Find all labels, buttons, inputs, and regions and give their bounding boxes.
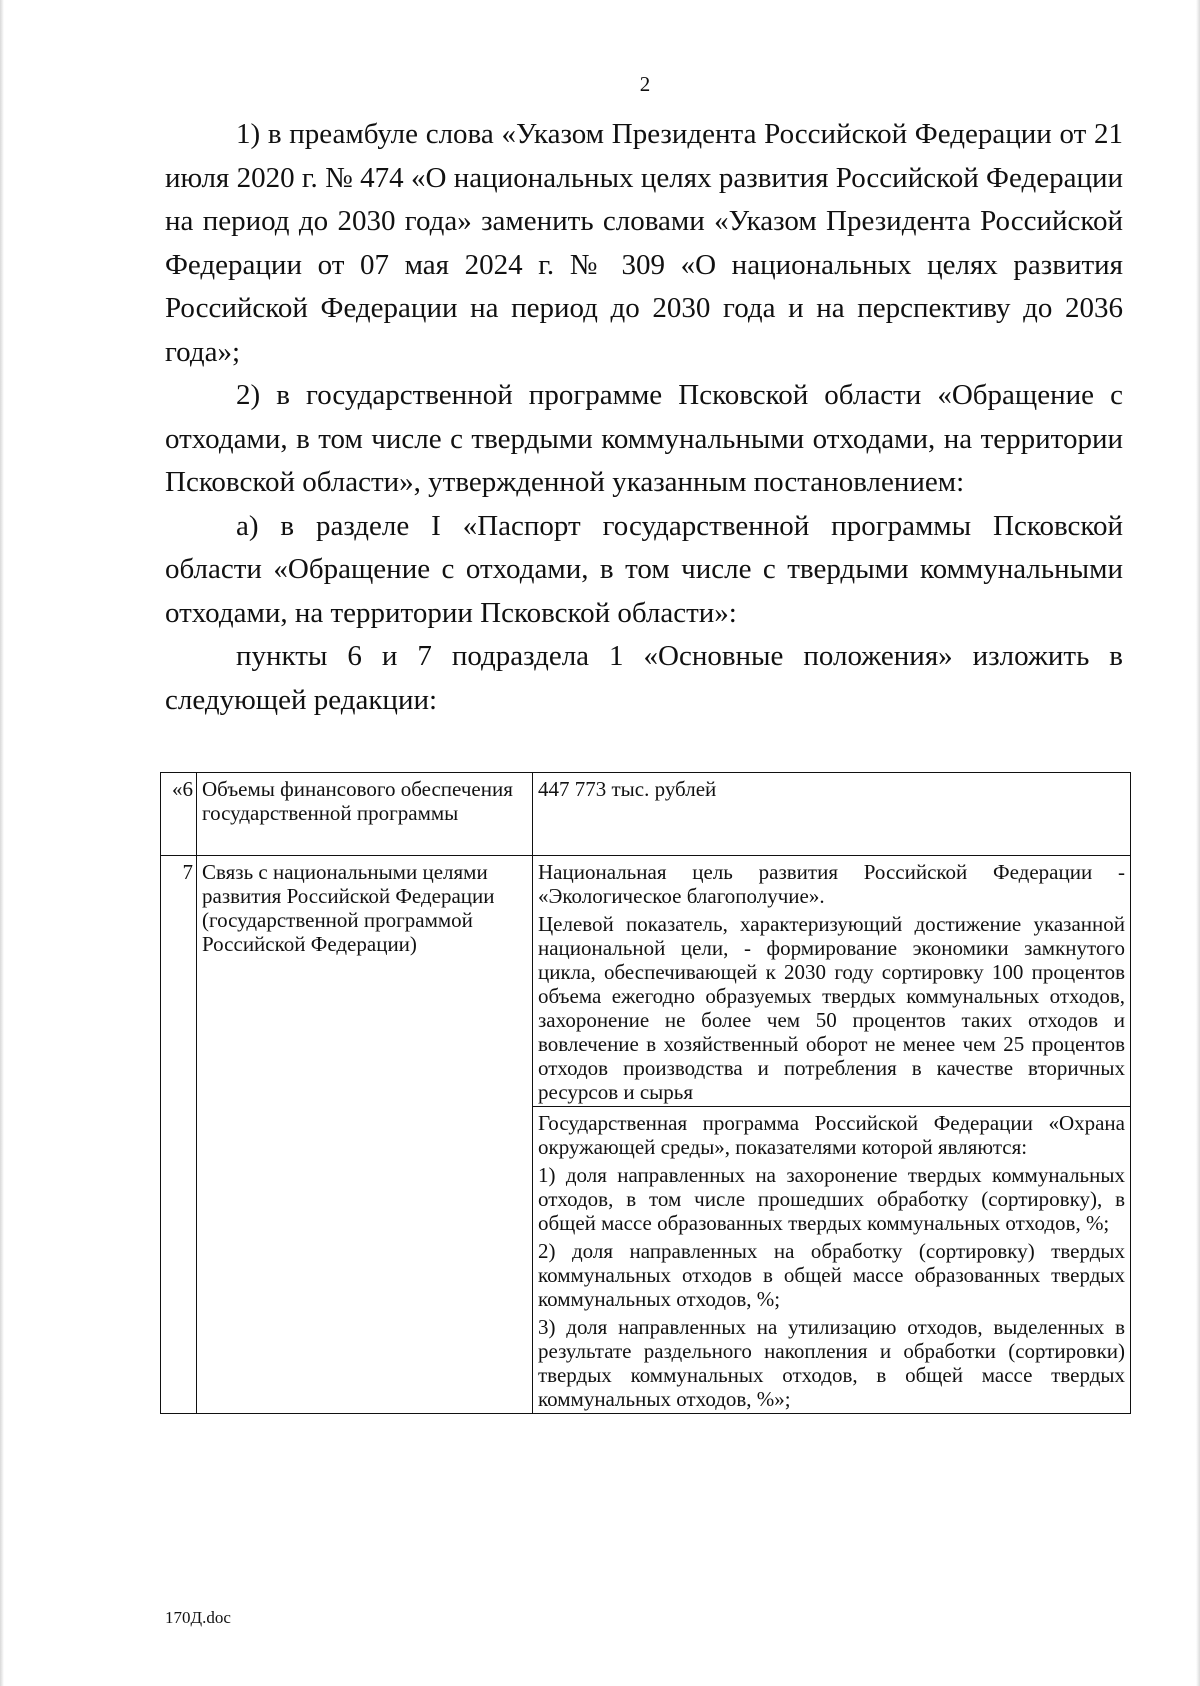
indicator-3-text: 3) доля направленных на утилизацию отходов, выделенных в результате раздельного накопления и обработки (сортировки) твердых коммунальных отходов, в общей массе твердых коммунальных отходов, %»; [538,1315,1125,1411]
scan-edge-right [1196,0,1200,1686]
row-7-label: Связь с национальными целями развития Российской Федерации (государственной программой Российской Федерации) [197,856,533,1414]
row-7-national-goal-cell [533,856,1131,1107]
document-body [165,113,1123,722]
row-6-number: «6 [161,773,197,856]
target-indicator-text: Целевой показатель, характеризующий достижение указанной национальной цели, - формирование экономики замкнутого цикла, обеспечивающей к 2030 году сортировку 100 процентов объема ежегодно образуемых твердых коммунальных отходов, захоронение не более чем 50 процентов таких отходов и вовлечение в хозяйственный оборот не менее чем 25 процентов отходов производства и потребления в качестве вторичных ресурсов и сырья [538,912,1125,1104]
footer-filename: 170Д.doc [165,1608,231,1627]
indicator-2-text: 2) доля направленных на обработку (сортировку) твердых коммунальных отходов в общей массе образованных твердых коммунальных отходов, %; [538,1239,1125,1311]
table-row-7-national-goal [161,856,1131,1107]
row-6-value-text: 447 773 тыс. рублей [538,777,717,801]
page-number: 2 [639,72,651,96]
paragraph-section-one: а) в разделе I «Паспорт государственной программы Псковской области «Обращение с отходами, в том числе с твердыми коммунальными отходами, на территории Псковской области»: [165,509,1123,629]
paragraph-preamble: 1) в преамбуле слова «Указом Президента Российской Федерации от 21 июля 2020 г. № 474 «О национальных целях развития Российской Федерации на период до 2030 года» заменить словами «Указом Президента Российской Федерации от 07 мая 2024 г. № 309 «О национальных целях развития Российской Федерации на период до 2030 года и на перспективу до 2036 года»; [165,118,1123,368]
table-row-6 [161,773,1131,856]
row-6-value [533,773,1131,856]
paragraph-items-intro: пункты 6 и 7 подраздела 1 «Основные положения» изложить в следующей редакции: [165,640,1123,716]
national-goal-text: Национальная цель развития Российской Федерации - «Экологическое благополучие». [538,860,1125,908]
row-6-label: Объемы финансового обеспечения государственной программы [197,773,533,856]
row-7-number: 7 [161,856,197,1414]
passport-table [160,772,1131,1414]
row-7-state-program-cell [533,1107,1131,1414]
indicator-1-text: 1) доля направленных на захоронение твердых коммунальных отходов, в том числе прошедших обработку (сортировку), в общей массе образованных твердых коммунальных отходов, %; [538,1163,1125,1235]
paragraph-program: 2) в государственной программе Псковской области «Обращение с отходами, в том числе с твердыми коммунальными отходами, на территории Псковской области», утвержденной указанным постановлением: [165,379,1123,498]
state-program-intro: Государственная программа Российской Федерации «Охрана окружающей среды», показателями которой являются: [538,1111,1125,1159]
scan-edge-left [0,0,4,1686]
